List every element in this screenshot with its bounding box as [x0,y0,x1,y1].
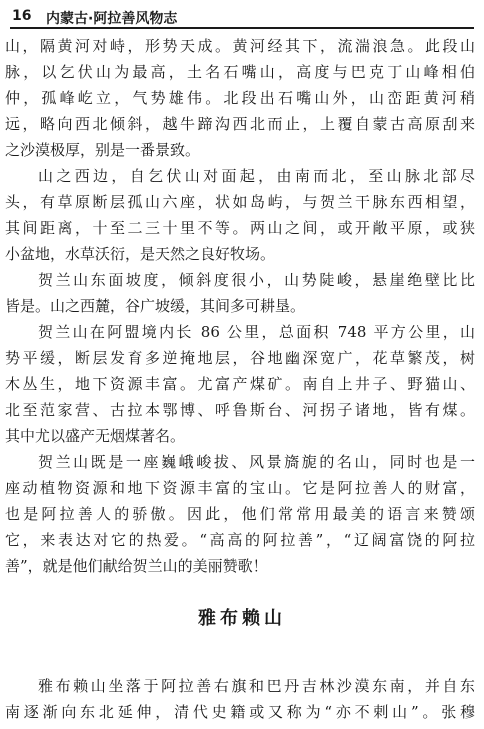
text-line: 山之西边，自乞伏山对面起，由南而北，至山脉北部尽 [38,167,475,185]
text-line: 雅布赖山坐落于阿拉善右旗和巴丹吉林沙漠东南，并自东 [38,677,475,695]
page-number: 16 [12,8,32,24]
text-line: 脉，以乞伏山为最高，土名石嘴山，高度与巴克丁山峰相伯 [5,63,475,81]
text-line: 其间距离，十至二三十里不等。两山之间，或开敞平原，或狭 [5,219,475,237]
text-line: 也是阿拉善人的骄傲。因此，他们常常用最美的语言来赞颂 [5,505,475,523]
section-title: 雅布赖山 [198,608,286,629]
text-line: 头，有草原断层孤山六座，状如岛屿，与贺兰干脉东西相望， [5,193,475,211]
text-line: 皆是。山之西麓，谷广坡缓，其间多可耕垦。 [5,297,306,315]
running-header [10,5,474,29]
text-line: 之沙漠极厚，别是一番景致。 [5,141,201,159]
text-line: 北至范家营、古拉本鄂博、呼鲁斯台、河拐子诸地，皆有煤。 [5,401,475,419]
text-line: 贺兰山既是一座巍峨峻拔、风景旖旎的名山，同时也是一 [38,453,475,471]
text-line: 南逐渐向东北延伸，清代史籍或又称为“亦不剌山”。张穆 [5,703,475,721]
text-line: 势平缓，断层发育多逆掩地层，谷地幽深宽广，花草繁茂，树 [5,349,475,367]
text-line: 远，略向西北倾斜，越牛蹄沟西北而止，上覆自蒙古高原刮来 [5,115,475,133]
text-line: 仲，孤峰屹立，气势雄伟。北段出石嘴山外，山峦距黄河稍 [5,89,475,107]
text-line: 座动植物资源和地下资源丰富的宝山。它是阿拉善人的财富， [5,479,475,497]
text-line: 小盆地，水草沃衍，是天然之良好牧场。 [5,245,276,263]
text-line: 它，来表达对它的热爱。“高高的阿拉善”，“辽阔富饶的阿拉 [5,531,475,549]
text-line: 其中尤以盛产无烟煤著名。 [5,427,186,445]
text-line: 贺兰山东面坡度，倾斜度很小，山势陡峻，悬崖绝壁比比 [38,271,475,289]
text-line: 山，隔黄河对峙，形势天成。黄河经其下，流湍浪急。此段山 [5,37,475,55]
text-line: 木丛生，地下资源丰富。尤富产煤矿。南自上井子、野猫山、 [5,375,475,393]
book-title: 内蒙古·阿拉善风物志 [46,11,178,27]
text-line: 贺兰山在阿盟境内长 86 公里，总面积 748 平方公里，山 [38,323,475,341]
text-line: 善”，就是他们献给贺兰山的美丽赞歌！ [5,557,268,575]
